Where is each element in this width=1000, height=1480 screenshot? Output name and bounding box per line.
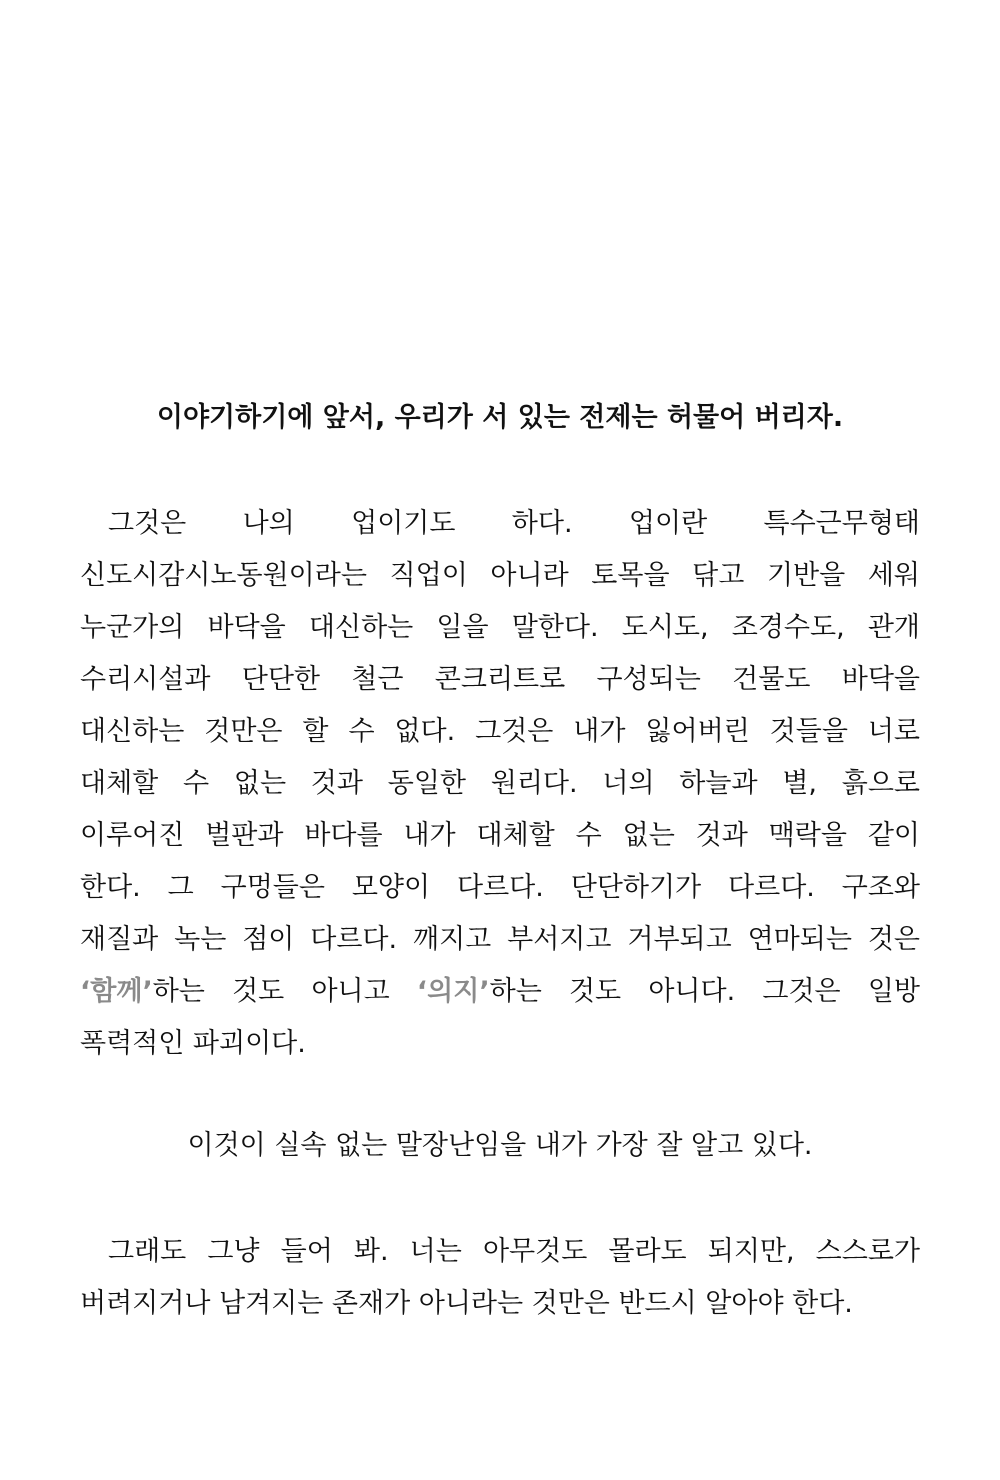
paragraph-1-line-2: 신도시감시노동원이라는 직업이 아니라 토목을 닦고 기반을 세워 xyxy=(80,560,920,591)
quote-mark-close: ’ xyxy=(479,976,490,1007)
paragraph-1-line-1: 그것은 나의 업이기도 하다. 업이란 특수근무형태 xyxy=(108,508,920,539)
paragraph-1-line-4: 수리시설과 단단한 철근 콘크리트로 구성되는 건물도 바닥을 xyxy=(80,664,920,695)
paragraph-1-line-7: 이루어진 벌판과 바다를 내가 대체할 수 없는 것과 맥락을 같이 xyxy=(80,820,920,851)
paragraph-1-line-5: 대신하는 것만은 할 수 없다. 그것은 내가 잃어버린 것들을 너로 xyxy=(80,716,920,747)
paragraph-1-line-9: 재질과 녹는 점이 다르다. 깨지고 부서지고 거부되고 연마되는 것은 xyxy=(80,924,920,955)
paragraph-1-line-3: 누군가의 바닥을 대신하는 일을 말한다. 도시도, 조경수도, 관개 xyxy=(80,612,920,643)
paragraph-2-line-1: 그래도 그냥 들어 봐. 너는 아무것도 몰라도 되지만, 스스로가 xyxy=(108,1236,920,1267)
paragraph-1-line-11: 폭력적인 파괴이다. xyxy=(80,1028,306,1059)
quote-mark-open: ‘ xyxy=(416,976,428,1007)
paragraph-2 xyxy=(80,1226,920,1330)
quote-mark-close: ’ xyxy=(142,976,153,1007)
page-heading: 이야기하기에 앞서, 우리가 서 있는 전제는 허물어 버리자. xyxy=(156,402,844,433)
emphasis-together: 함께 xyxy=(90,976,143,1007)
paragraph-1 xyxy=(80,498,920,1070)
paragraph-1-line-8: 한다. 그 구멍들은 모양이 다르다. 단단하기가 다르다. 구조와 xyxy=(80,872,920,903)
quote-mark-open: ‘ xyxy=(80,976,91,1007)
paragraph-1-line-6: 대체할 수 없는 것과 동일한 원리다. 너의 하늘과 별, 흙으로 xyxy=(80,768,920,799)
emphasis-will: 의지 xyxy=(427,976,480,1007)
line-10-middle: 하는 것도 아니고 xyxy=(152,976,417,1007)
line-10-end: 하는 것도 아니다. 그것은 일방 xyxy=(489,976,920,1007)
paragraph-2-line-2: 버려지거나 남겨지는 존재가 아니라는 것만은 반드시 알아야 한다. xyxy=(80,1288,853,1319)
paragraph-1-line-10 xyxy=(80,966,920,1018)
centered-statement: 이것이 실속 없는 말장난임을 내가 가장 잘 알고 있다. xyxy=(187,1130,813,1161)
